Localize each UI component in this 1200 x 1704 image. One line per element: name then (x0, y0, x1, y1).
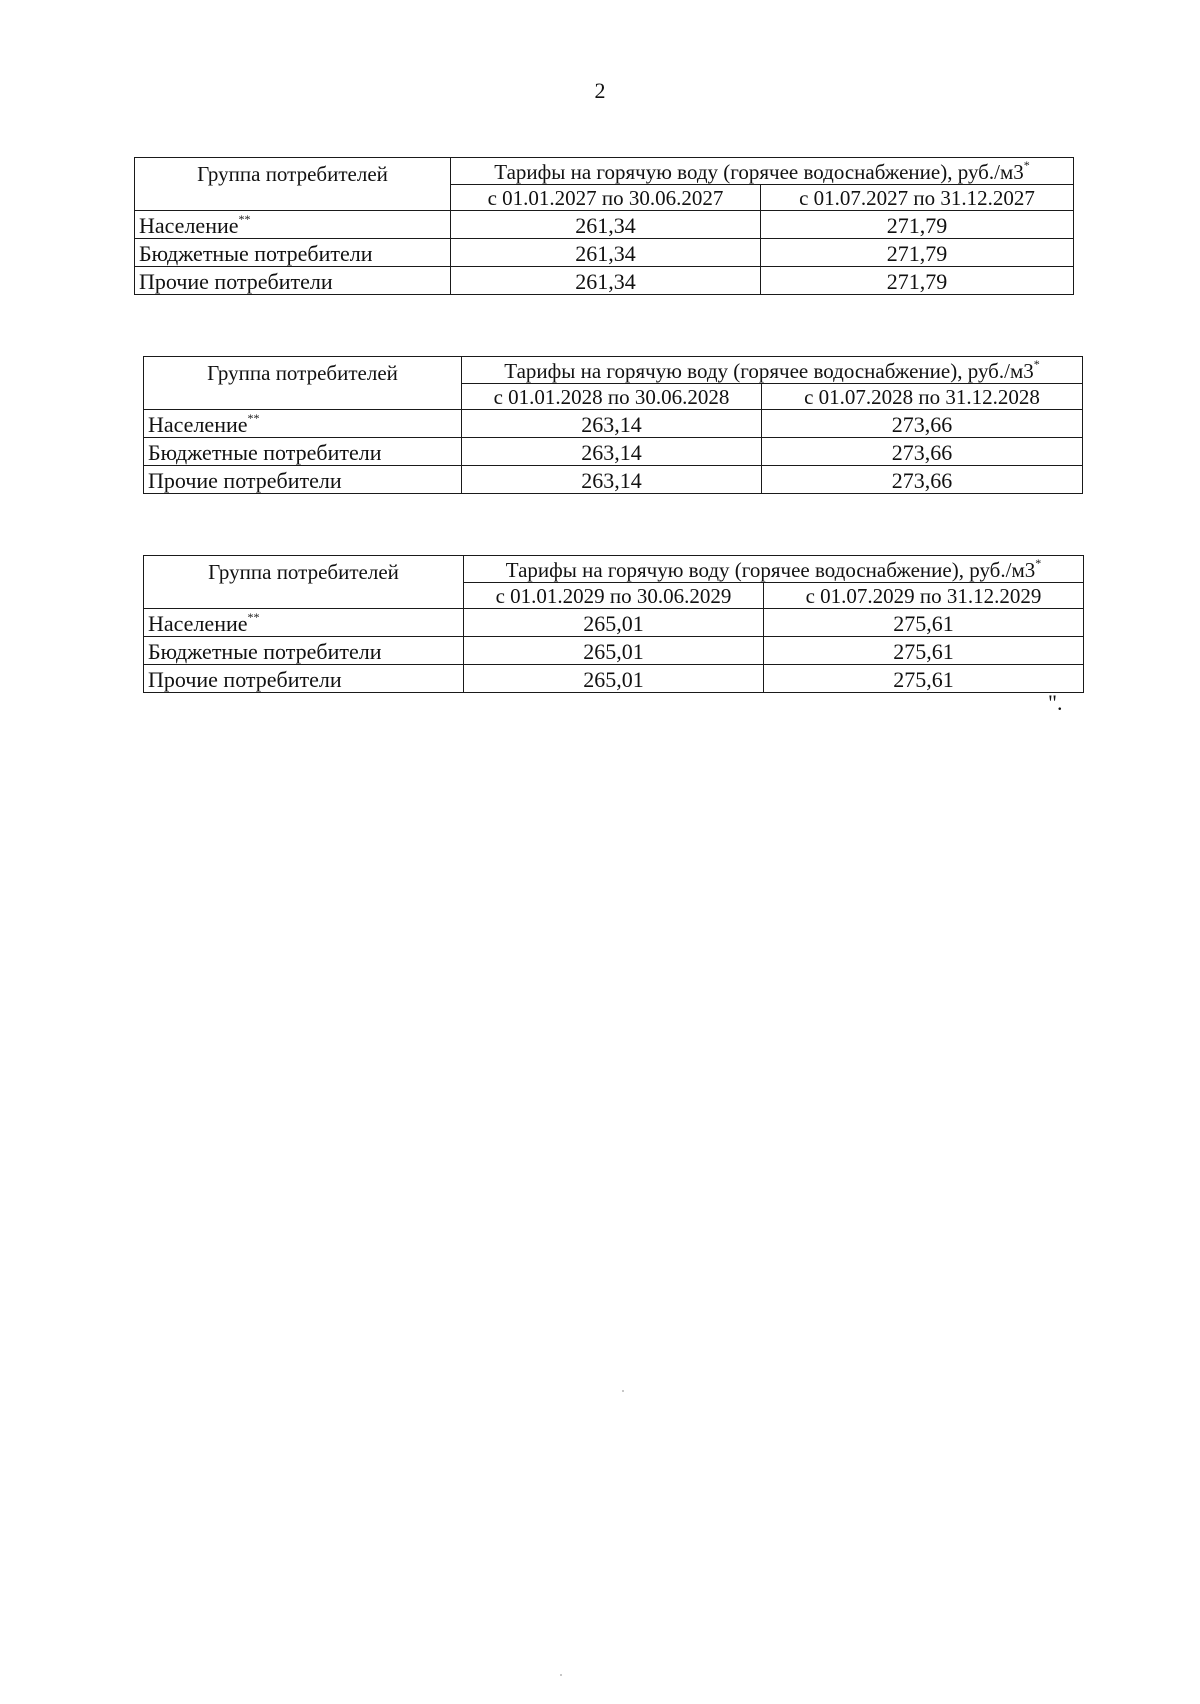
group-column-header: Группа потребителей (144, 556, 464, 609)
tariff-value: 265,01 (464, 609, 764, 637)
period-first-half: с 01.01.2027 по 30.06.2027 (451, 185, 761, 211)
footnote-mark: ** (238, 212, 251, 226)
tariff-value: 261,34 (451, 239, 761, 267)
period-second-half: с 01.07.2028 по 31.12.2028 (762, 384, 1083, 410)
tariff-table-2028 (143, 356, 1083, 494)
page-number: 2 (594, 78, 606, 103)
tariff-value: 275,61 (764, 609, 1084, 637)
table-row (144, 438, 1083, 466)
tariff-value: 261,34 (451, 267, 761, 295)
table-row (135, 239, 1074, 267)
table-row (135, 211, 1074, 239)
consumer-group: Прочие потребители (144, 665, 464, 693)
table-header-row (144, 357, 1083, 384)
footnote-mark: * (1035, 556, 1042, 570)
tariff-column-header: Тарифы на горячую воду (горячее водоснабжение), руб./м3* (462, 357, 1083, 384)
consumer-group: Бюджетные потребители (144, 637, 464, 665)
consumer-group: Население** (144, 609, 464, 637)
table-row (144, 665, 1084, 693)
closing-quote-mark: ". (1048, 690, 1063, 715)
table-row (135, 267, 1074, 295)
tariff-value: 263,14 (462, 466, 762, 494)
tariff-value: 271,79 (761, 267, 1074, 295)
tariff-value: 265,01 (464, 665, 764, 693)
footnote-mark: ** (247, 610, 260, 624)
table-header-row (135, 158, 1074, 185)
scan-speck (560, 1674, 562, 1676)
group-column-header: Группа потребителей (135, 158, 451, 211)
period-first-half: с 01.01.2028 по 30.06.2028 (462, 384, 762, 410)
footnote-mark: ** (247, 411, 260, 425)
tariff-value: 273,66 (762, 466, 1083, 494)
period-first-half: с 01.01.2029 по 30.06.2029 (464, 583, 764, 609)
tariff-column-header: Тарифы на горячую воду (горячее водоснабжение), руб./м3* (464, 556, 1084, 583)
tariff-table-2027 (134, 157, 1074, 295)
tariff-value: 271,79 (761, 211, 1074, 239)
tariff-value: 261,34 (451, 211, 761, 239)
table-row (144, 609, 1084, 637)
consumer-group: Прочие потребители (144, 466, 462, 494)
consumer-group: Прочие потребители (135, 267, 451, 295)
period-second-half: с 01.07.2029 по 31.12.2029 (764, 583, 1084, 609)
consumer-group: Бюджетные потребители (144, 438, 462, 466)
table-row (144, 466, 1083, 494)
tariff-table-2029 (143, 555, 1084, 693)
scan-speck (622, 1390, 624, 1392)
tariff-value: 275,61 (764, 665, 1084, 693)
tariff-value: 275,61 (764, 637, 1084, 665)
tariff-value: 273,66 (762, 410, 1083, 438)
tariff-column-header: Тарифы на горячую воду (горячее водоснабжение), руб./м3* (451, 158, 1074, 185)
footnote-mark: * (1023, 158, 1030, 172)
table-header-row (144, 556, 1084, 583)
tariff-value: 263,14 (462, 438, 762, 466)
tariff-value: 273,66 (762, 438, 1083, 466)
table-row (144, 410, 1083, 438)
footnote-mark: * (1033, 357, 1040, 371)
group-column-header: Группа потребителей (144, 357, 462, 410)
tariff-value: 265,01 (464, 637, 764, 665)
table-row (144, 637, 1084, 665)
tariff-value: 271,79 (761, 239, 1074, 267)
tariff-value: 263,14 (462, 410, 762, 438)
consumer-group: Население** (135, 211, 451, 239)
period-second-half: с 01.07.2027 по 31.12.2027 (761, 185, 1074, 211)
consumer-group: Население** (144, 410, 462, 438)
consumer-group: Бюджетные потребители (135, 239, 451, 267)
